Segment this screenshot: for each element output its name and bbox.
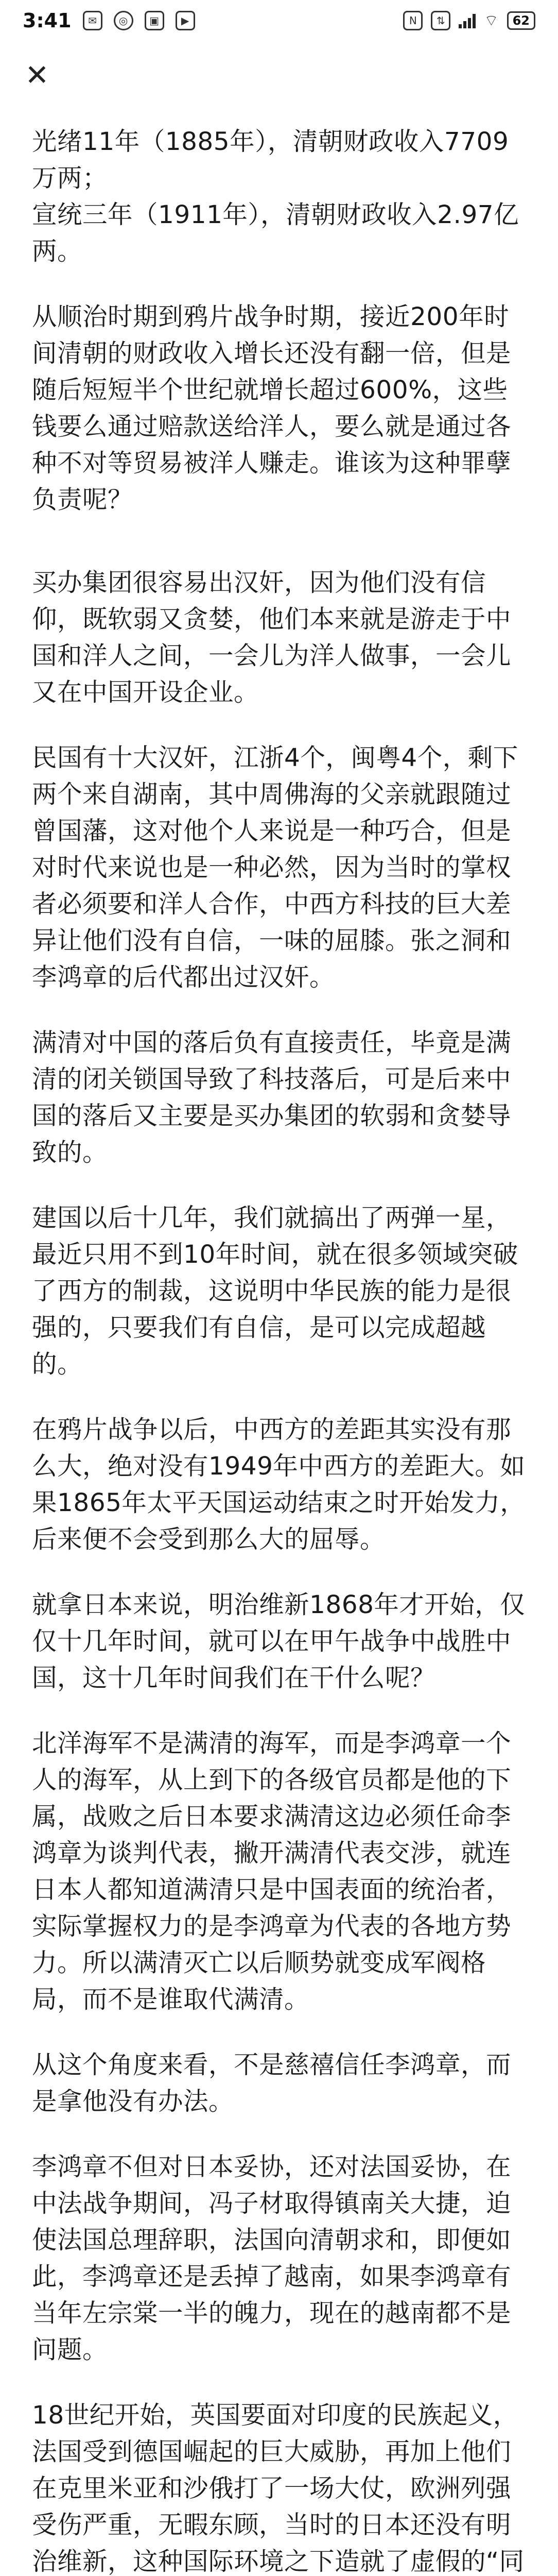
close-icon[interactable]: ✕: [25, 58, 49, 92]
article-paragraph: 满清对中国的落后负有直接责任，毕竟是满清的闭关锁国导致了科技落后，可是后来中国的落后又主要是买办集团的软弱和贪婪导致的。: [32, 1028, 512, 1167]
status-left: [23, 9, 195, 32]
battery-icon: 62: [507, 11, 535, 30]
status-time: 3:41: [23, 9, 72, 32]
article-paragraph: 建国以后十几年，我们就搞出了两弹一星，最近只用不到10年时间，就在很多领域突破了西方的制裁，这说明中华民族的能力是很强的，只要我们有自信，是可以完成超越的。: [32, 1204, 518, 1379]
article-paragraph: 18世纪开始，英国要面对印度的民族起义，法国受到德国崛起的巨大威胁，再加上他们在克里米亚和沙俄打了一场大仗，欧洲列强受伤严重，无暇东顾，当时的日本还没有明治维新，这种国际环境之下造就了虚假的“同: [32, 2401, 525, 2576]
vibrate-icon: ⇅: [431, 11, 450, 30]
gallery-icon: ▣: [145, 11, 164, 30]
article-body: [32, 124, 526, 2576]
status-right: [403, 11, 535, 30]
article-paragraph: 从这个角度来看，不是慈禧信任李鸿章，而是拿他没有办法。: [32, 2050, 512, 2116]
play-icon: ▶: [176, 11, 195, 30]
article-paragraph: 从顺治时期到鸦片战争时期，接近200年时间清朝的财政收入增长还没有翻一倍，但是随后短短半个世纪就增长超过600%，这些钱要么通过赔款送给洋人，要么就是通过各种不对等贸易被洋人赚走。谁该为这种罪孽负责呢？: [32, 302, 512, 514]
wifi-icon: ⌔: [484, 12, 499, 30]
status-bar: [0, 0, 558, 41]
article-paragraph: 李鸿章不但对日本妥协，还对法国妥协，在中法战争期间，冯子材取得镇南关大捷，迫使法国总理辞职，法国向清朝求和，即便如此，李鸿章还是丢掉了越南，如果李鸿章有当年左宗棠一半的魄力，现在的越南都不是问题。: [32, 2153, 512, 2364]
signal-icon: [459, 13, 476, 28]
nav-bar: [0, 49, 558, 101]
article-paragraph: 买办集团很容易出汉奸，因为他们没有信仰，既软弱又贪婪，他们本来就是游走于中国和洋人之间，一会儿为洋人做事，一会儿又在中国开设企业。: [32, 568, 512, 707]
article-paragraph: 光绪11年（1885年），清朝财政收入7709万两； 宣统三年（1911年），清朝财政收入2.97亿两。: [32, 127, 519, 266]
nfc-icon: N: [403, 11, 423, 30]
article-paragraph: 北洋海军不是满清的海军，而是李鸿章一个人的海军，从上到下的各级官员都是他的下属，战败之后日本要求满清这边必须任命李鸿章为谈判代表，撇开满清代表交涉，就连日本人都知道满清只是中国表面的统治者，实际掌握权力的是李鸿章为代表的各地方势力。所以满清灭亡以后顺势就变成军阀格局，而不是谁取代满清。: [32, 1729, 512, 2014]
article-paragraph: 在鸦片战争以后，中西方的差距其实没有那么大，绝对没有1949年中西方的差距大。如果1865年太平天国运动结束之时开始发力，后来便不会受到那么大的屈辱。: [32, 1415, 526, 1554]
message-icon: ✉: [83, 11, 102, 30]
article-paragraph: 就拿日本来说，明治维新1868年才开始，仅仅十几年时间，就可以在甲午战争中战胜中国，这十几年时间我们在干什么呢？: [32, 1590, 526, 1692]
article-paragraph: 民国有十大汉奸，江浙4个，闽粤4个，剩下两个来自湖南，其中周佛海的父亲就跟随过曾国藩，这对他个人来说是一种巧合，但是对时代来说也是一种必然，因为当时的掌权者必须要和洋人合作，中西方科技的巨大差异让他们没有自信，一味的屈膝。张之洞和李鸿章的后代都出过汉奸。: [32, 743, 518, 992]
app-notification-icon: ◎: [114, 11, 133, 30]
